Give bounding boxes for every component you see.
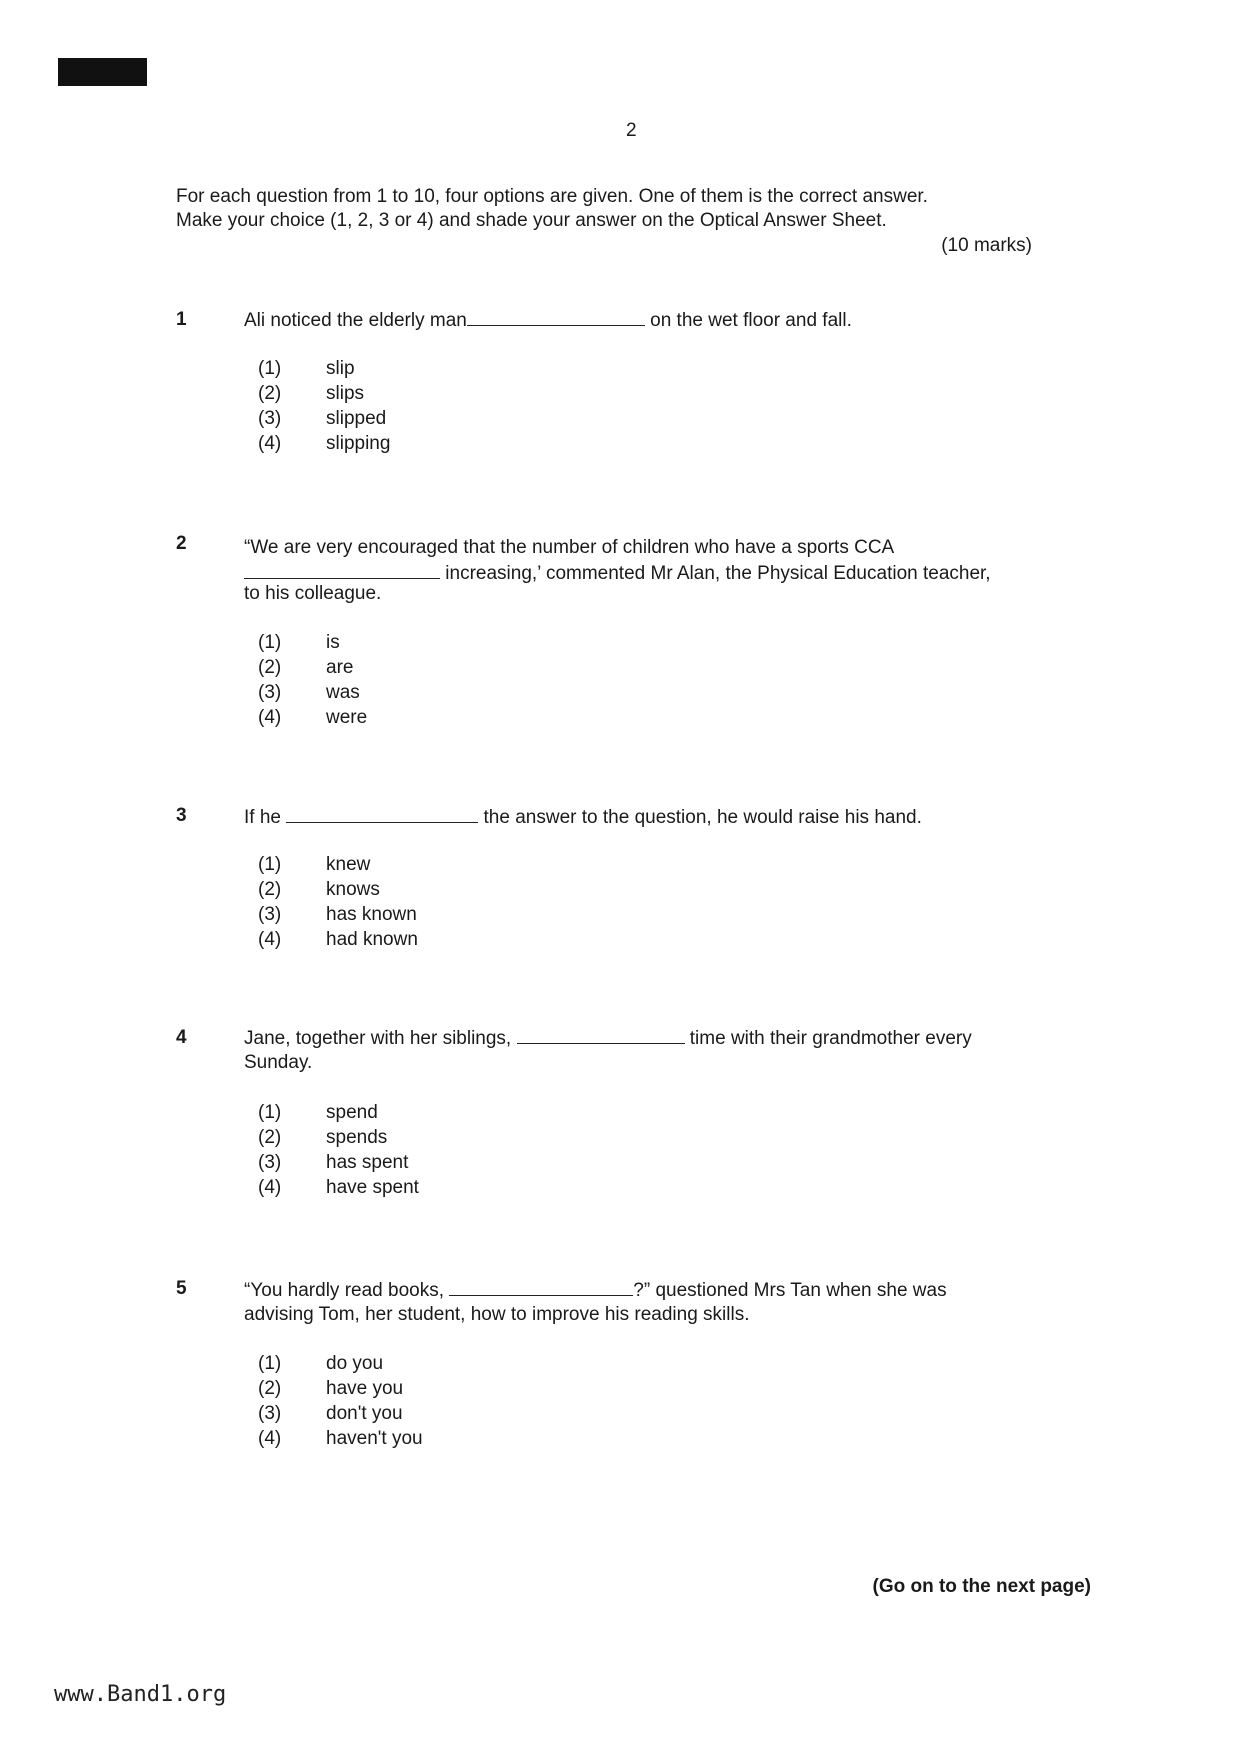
option-text: spend	[326, 1102, 378, 1123]
option	[258, 1102, 378, 1124]
question-number: 2	[176, 533, 187, 554]
option-text: don't you	[326, 1403, 403, 1424]
option-text: slip	[326, 358, 355, 379]
option	[258, 1177, 419, 1199]
option	[258, 383, 364, 405]
answer-blank	[449, 1279, 633, 1296]
option-text: slipped	[326, 408, 387, 429]
option-text: has known	[326, 904, 417, 925]
option	[258, 879, 380, 901]
option	[258, 707, 367, 729]
option-text: slipping	[326, 433, 391, 454]
option-number: (1)	[258, 358, 282, 379]
text: the answer to the question, he would raise his hand.	[478, 807, 922, 828]
option-text: haven't you	[326, 1428, 423, 1449]
answer-blank	[517, 1027, 685, 1044]
option	[258, 904, 417, 926]
option	[258, 1428, 423, 1450]
redacted-block	[58, 58, 147, 86]
option-number: (3)	[258, 682, 282, 703]
option-text: spends	[326, 1127, 388, 1148]
question-text: “We are very encouraged that the number of children who have a sports CCA	[244, 537, 895, 558]
option-number: (1)	[258, 1353, 282, 1374]
option-text: was	[326, 682, 360, 703]
option	[258, 854, 370, 876]
answer-blank	[244, 562, 440, 579]
option-text: slips	[326, 383, 365, 404]
option-number: (3)	[258, 1152, 282, 1173]
go-on-note: (Go on to the next page)	[872, 1576, 1091, 1597]
option-number: (4)	[258, 929, 282, 950]
option-number: (1)	[258, 1102, 282, 1123]
option	[258, 1403, 403, 1425]
instructions-line-1: For each question from 1 to 10, four options are given. One of them is the correct answer.	[176, 186, 928, 207]
option-text: is	[326, 632, 340, 653]
question-text	[244, 309, 852, 332]
option-number: (3)	[258, 904, 282, 925]
option	[258, 1378, 403, 1400]
option	[258, 358, 355, 380]
option-number: (2)	[258, 1127, 282, 1148]
option-number: (2)	[258, 657, 282, 678]
option	[258, 929, 418, 951]
option-text: knew	[326, 854, 371, 875]
option-text: are	[326, 657, 354, 678]
text: Jane, together with her siblings,	[244, 1028, 517, 1049]
question-number: 4	[176, 1027, 187, 1048]
option-number: (2)	[258, 879, 282, 900]
option	[258, 1353, 383, 1375]
text: time with their grandmother every	[684, 1028, 972, 1049]
question-text	[244, 1279, 947, 1302]
option	[258, 1127, 387, 1149]
text: Ali noticed the elderly man	[244, 310, 467, 331]
question-text	[244, 562, 991, 585]
option-text: had known	[326, 929, 418, 950]
option-text: have spent	[326, 1177, 419, 1198]
option-number: (4)	[258, 1177, 282, 1198]
option-number: (2)	[258, 1378, 282, 1399]
option	[258, 682, 360, 704]
option-text: do you	[326, 1353, 384, 1374]
footer-watermark: www.Band1.org	[54, 1682, 227, 1707]
marks: (10 marks)	[941, 235, 1032, 256]
option	[258, 1152, 408, 1174]
question-text: advising Tom, her student, how to improve his reading skills.	[244, 1304, 750, 1325]
option-text: were	[326, 707, 368, 728]
text: “You hardly read books,	[244, 1280, 450, 1301]
text: ?” questioned Mrs Tan when she was	[633, 1280, 947, 1301]
option-number: (3)	[258, 1403, 282, 1424]
page-number: 2	[626, 120, 637, 141]
text: If he	[244, 807, 287, 828]
question-text: Sunday.	[244, 1052, 313, 1073]
instructions-line-2: Make your choice (1, 2, 3 or 4) and shade your answer on the Optical Answer Sheet.	[176, 210, 887, 231]
option	[258, 632, 340, 654]
option-number: (4)	[258, 707, 282, 728]
question-text	[244, 1027, 972, 1050]
answer-blank	[467, 309, 645, 326]
option-number: (1)	[258, 854, 282, 875]
option-number: (4)	[258, 1428, 282, 1449]
option-number: (1)	[258, 632, 282, 653]
question-number: 3	[176, 805, 187, 826]
text: on the wet floor and fall.	[644, 310, 852, 331]
question-number: 5	[176, 1278, 187, 1299]
option-text: has spent	[326, 1152, 409, 1173]
question-text: to his colleague.	[244, 583, 382, 604]
question-number: 1	[176, 309, 187, 330]
option-number: (4)	[258, 433, 282, 454]
option	[258, 433, 390, 455]
option	[258, 408, 386, 430]
option	[258, 657, 353, 679]
option-number: (2)	[258, 383, 282, 404]
question-text	[244, 806, 922, 829]
text: increasing,’ commented Mr Alan, the Physical Education teacher,	[440, 563, 991, 584]
option-text: knows	[326, 879, 380, 900]
option-number: (3)	[258, 408, 282, 429]
option-text: have you	[326, 1378, 404, 1399]
answer-blank	[286, 806, 478, 823]
